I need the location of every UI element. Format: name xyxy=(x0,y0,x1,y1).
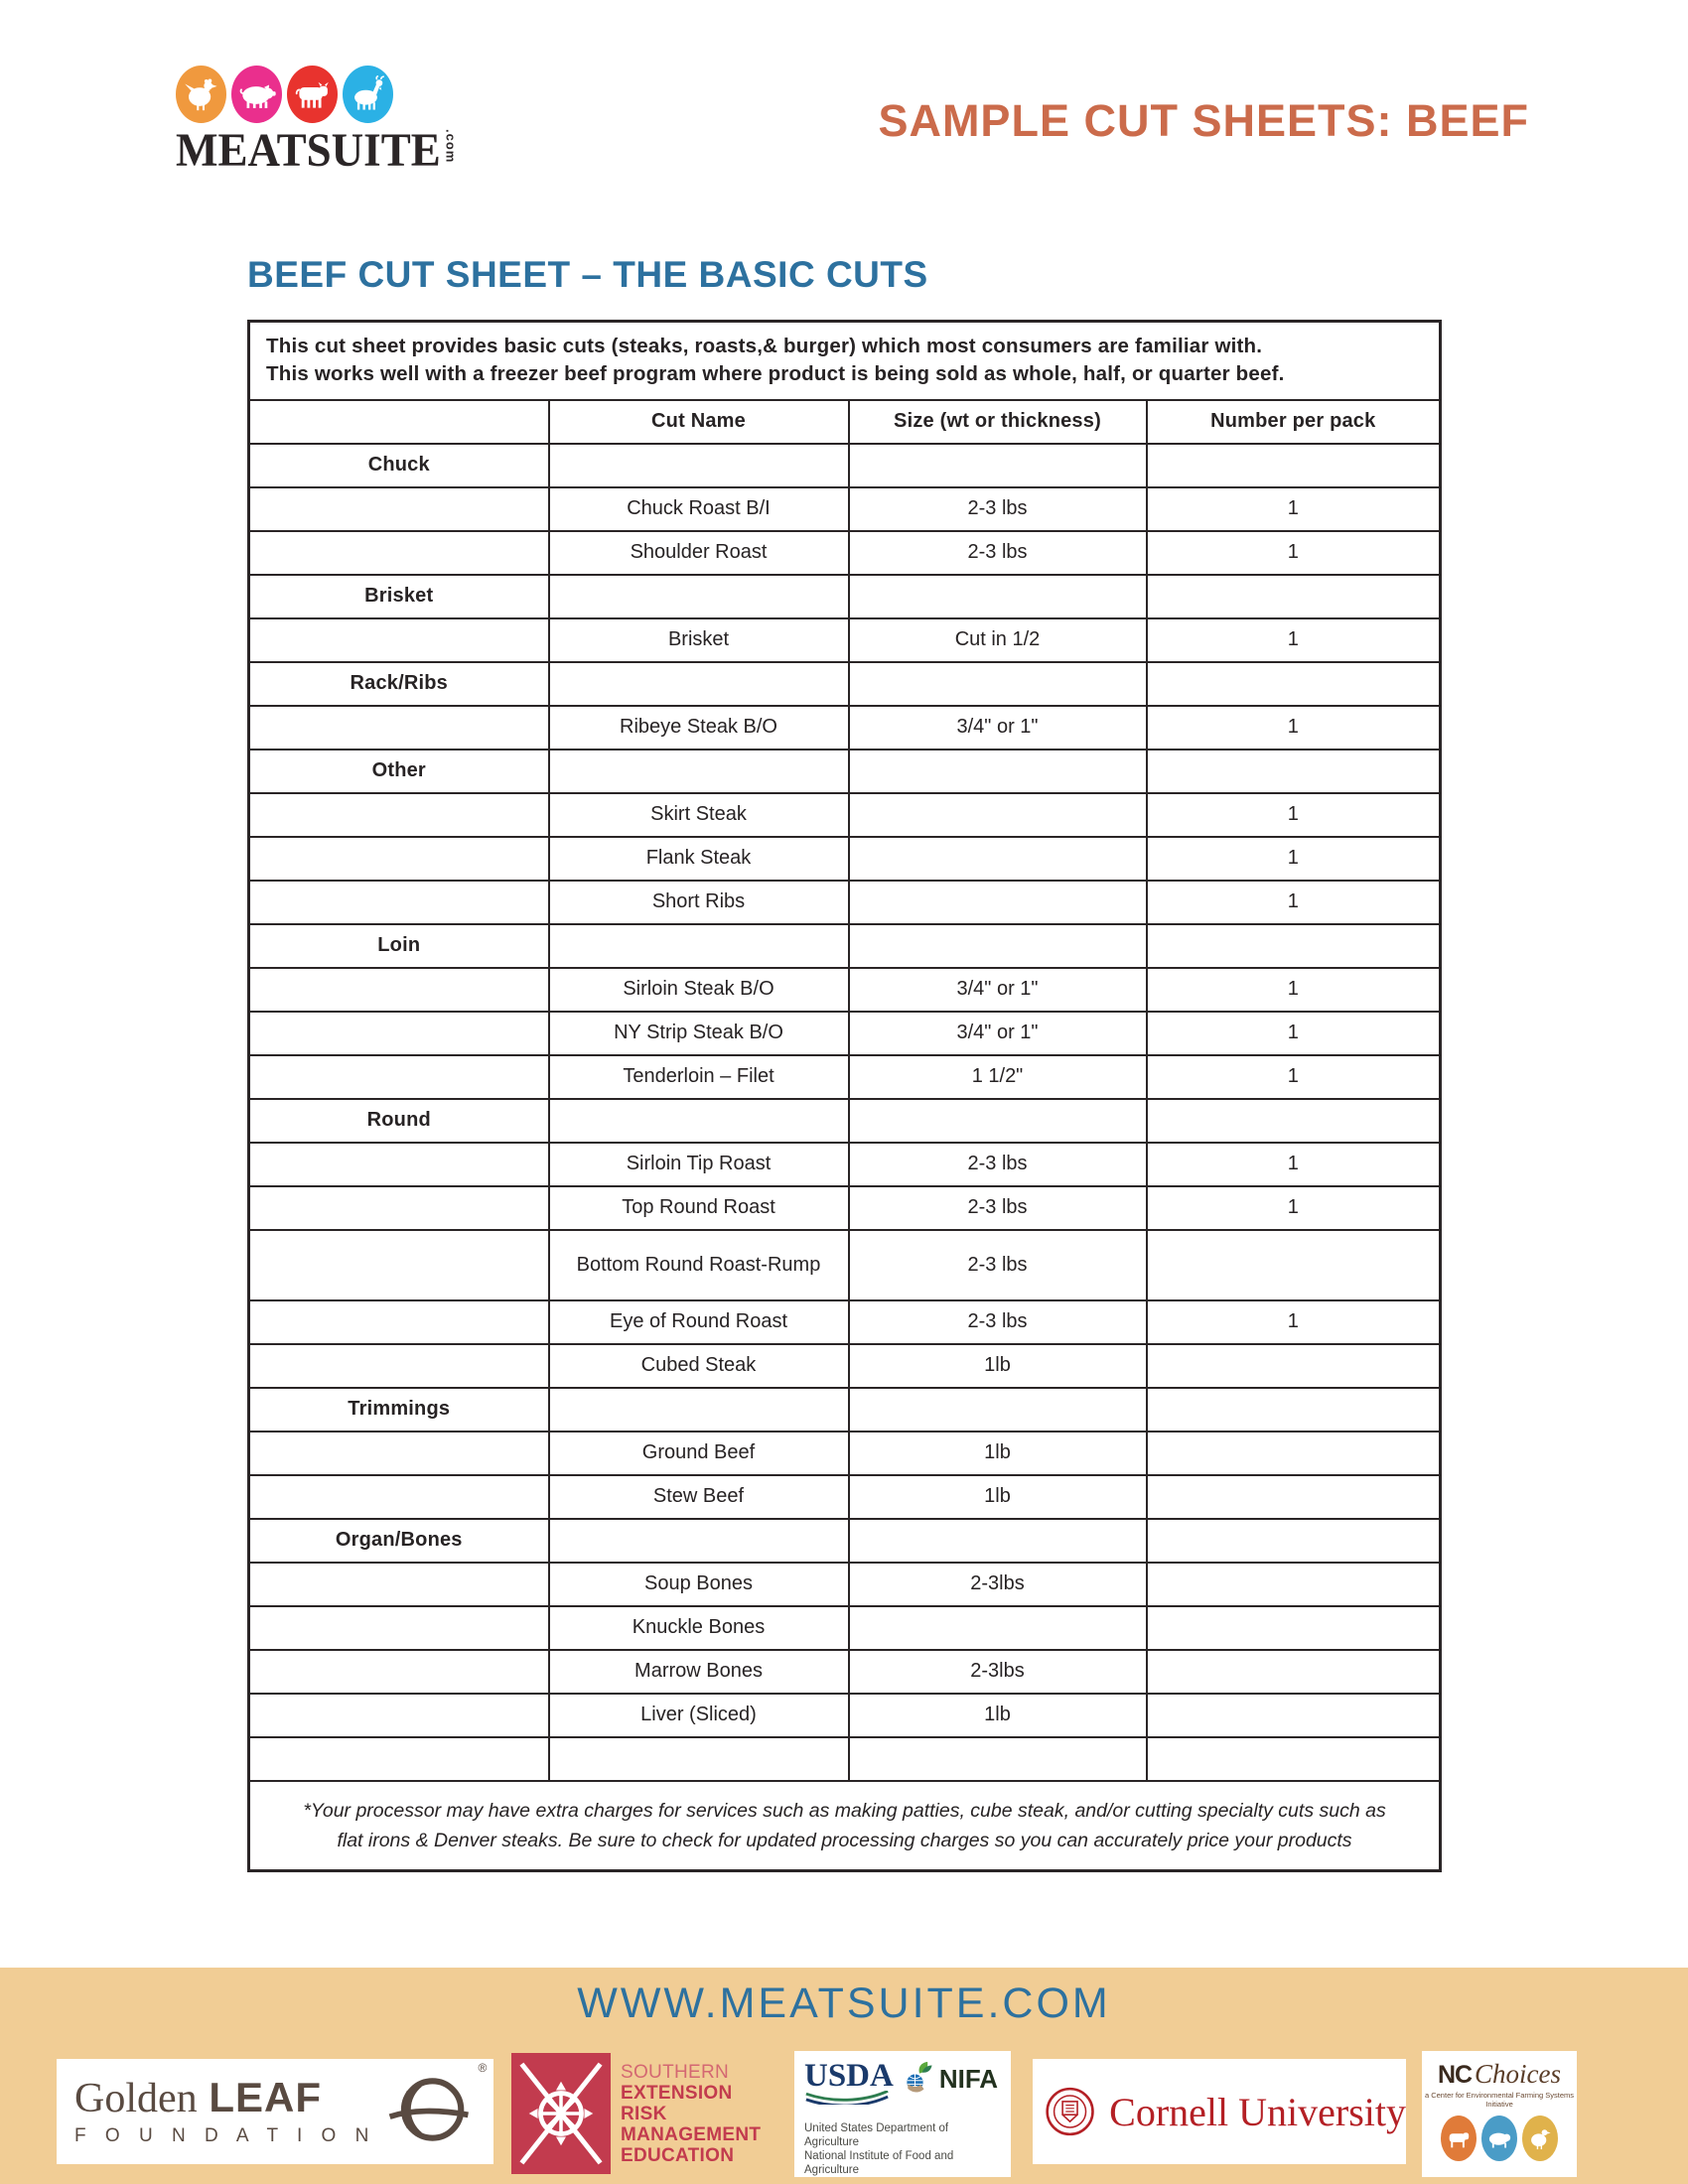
section-column-cell xyxy=(249,968,549,1012)
size-cell: Cut in 1/2 xyxy=(849,618,1147,662)
cut-name-cell: Short Ribs xyxy=(549,881,849,924)
serme-text xyxy=(621,2053,761,2174)
nc-cow-icon xyxy=(1441,2116,1477,2161)
size-cell: 2-3 lbs xyxy=(849,1143,1147,1186)
size-cell xyxy=(849,1606,1147,1650)
per-pack-cell: 1 xyxy=(1147,487,1441,531)
usda-nifa-logo xyxy=(794,2051,1011,2177)
cut-name-cell: Sirloin Tip Roast xyxy=(549,1143,849,1186)
section-column-cell xyxy=(249,837,549,881)
per-pack-cell xyxy=(1147,662,1441,706)
cut-row xyxy=(249,706,1441,750)
per-pack-cell xyxy=(1147,1694,1441,1737)
per-pack-cell: 1 xyxy=(1147,1300,1441,1344)
size-cell: 2-3 lbs xyxy=(849,487,1147,531)
per-pack-cell: 1 xyxy=(1147,881,1441,924)
section-column-cell xyxy=(249,1563,549,1606)
per-pack-cell xyxy=(1147,1475,1441,1519)
cut-name-cell: Bottom Round Roast-Rump xyxy=(549,1230,849,1300)
per-pack-cell: 1 xyxy=(1147,1012,1441,1055)
cut-row xyxy=(249,487,1441,531)
golden-leaf-foundation: F O U N D A T I O N xyxy=(74,2124,376,2146)
section-row xyxy=(249,1099,1441,1143)
section-column-cell xyxy=(249,1012,549,1055)
serme-line-education: EDUCATION xyxy=(621,2144,735,2166)
section-column-cell xyxy=(249,531,549,575)
per-pack-cell xyxy=(1147,1737,1441,1781)
nc-choices-tagline: a Center for Environmental Farming Systems Initiative xyxy=(1424,2091,1575,2109)
section-row xyxy=(249,444,1441,487)
per-pack-cell: 1 xyxy=(1147,793,1441,837)
section-column-cell: Trimmings xyxy=(249,1388,549,1432)
cut-name-cell: Brisket xyxy=(549,618,849,662)
cut-row xyxy=(249,1694,1441,1737)
cut-row xyxy=(249,618,1441,662)
cut-row xyxy=(249,1055,1441,1099)
size-cell: 2-3 lbs xyxy=(849,531,1147,575)
cut-name-cell: Cubed Steak xyxy=(549,1344,849,1388)
size-cell xyxy=(849,837,1147,881)
size-cell xyxy=(849,793,1147,837)
table-intro-row xyxy=(249,322,1441,400)
cut-name-cell: Chuck Roast B/I xyxy=(549,487,849,531)
size-cell: 1lb xyxy=(849,1475,1147,1519)
section-column-cell xyxy=(249,1300,549,1344)
size-cell: 1lb xyxy=(849,1432,1147,1475)
section-column-cell xyxy=(249,793,549,837)
per-pack-cell xyxy=(1147,924,1441,968)
size-cell xyxy=(849,924,1147,968)
nc-choices-nc: NC xyxy=(1437,2061,1473,2089)
section-column-cell xyxy=(249,706,549,750)
cut-name-cell xyxy=(549,662,849,706)
size-cell xyxy=(849,1737,1147,1781)
cut-name-cell xyxy=(549,1388,849,1432)
size-cell xyxy=(849,881,1147,924)
per-pack-cell xyxy=(1147,1230,1441,1300)
usda-caption-line-1: United States Department of Agriculture xyxy=(804,2122,949,2148)
per-pack-cell xyxy=(1147,1650,1441,1694)
meatsuite-logo xyxy=(176,66,459,177)
cut-name-cell xyxy=(549,924,849,968)
cut-row xyxy=(249,1650,1441,1694)
cornell-seal-icon xyxy=(1045,2070,1095,2153)
table-footnote: *Your processor may have extra charges for services such as making patties, cube steak, and/or cutting specialty cuts such as flat irons & Denver steaks. Be sure to check for updated processing charges so you can accurately price your products xyxy=(249,1781,1441,1871)
cut-row xyxy=(249,1300,1441,1344)
golden-leaf-leaf: LEAF xyxy=(209,2073,322,2120)
section-column-cell: Loin xyxy=(249,924,549,968)
table-header-row xyxy=(249,400,1441,444)
website-url: WWW.MEATSUITE.COM xyxy=(577,1979,1111,2027)
cut-name-cell: Skirt Steak xyxy=(549,793,849,837)
golden-leaf-golden: Golden xyxy=(74,2075,198,2121)
per-pack-cell xyxy=(1147,1519,1441,1563)
cut-name-cell: Tenderloin – Filet xyxy=(549,1055,849,1099)
cut-row xyxy=(249,1344,1441,1388)
meatsuite-wordmark: MEATSUITE xyxy=(176,123,441,177)
cut-row xyxy=(249,1475,1441,1519)
table-intro xyxy=(249,322,1441,400)
size-cell: 1 1/2" xyxy=(849,1055,1147,1099)
cut-name-cell: NY Strip Steak B/O xyxy=(549,1012,849,1055)
section-column-cell: Chuck xyxy=(249,444,549,487)
cornell-university-logo xyxy=(1033,2059,1406,2164)
cut-name-cell: Top Round Roast xyxy=(549,1186,849,1230)
size-cell: 2-3lbs xyxy=(849,1563,1147,1606)
size-cell xyxy=(849,575,1147,618)
serme-line-extension: EXTENSION xyxy=(621,2082,733,2104)
cut-row xyxy=(249,1230,1441,1300)
size-cell: 2-3 lbs xyxy=(849,1230,1147,1300)
section-column-cell xyxy=(249,1475,549,1519)
section-column-cell xyxy=(249,1344,549,1388)
size-cell xyxy=(849,750,1147,793)
size-cell: 2-3lbs xyxy=(849,1650,1147,1694)
section-column-cell xyxy=(249,1143,549,1186)
chicken-icon xyxy=(176,66,226,123)
per-pack-cell xyxy=(1147,444,1441,487)
cut-row xyxy=(249,1563,1441,1606)
table-footnote-row xyxy=(249,1781,1441,1871)
document-title: SAMPLE CUT SHEETS: BEEF xyxy=(878,95,1529,146)
golden-leaf-foundation-logo xyxy=(57,2059,493,2164)
section-row xyxy=(249,1388,1441,1432)
cut-sheet-table xyxy=(247,320,1442,1872)
pig-icon xyxy=(231,66,282,123)
usda-swoosh-icon xyxy=(804,2091,890,2105)
cut-name-cell: Ribeye Steak B/O xyxy=(549,706,849,750)
goat-icon xyxy=(343,66,393,123)
section-column-cell xyxy=(249,1694,549,1737)
per-pack-cell xyxy=(1147,1099,1441,1143)
cut-row xyxy=(249,1432,1441,1475)
meatsuite-dot-com: .com xyxy=(443,129,459,164)
section-row xyxy=(249,1519,1441,1563)
section-column-cell: Brisket xyxy=(249,575,549,618)
per-pack-cell xyxy=(1147,1606,1441,1650)
empty-row xyxy=(249,1737,1441,1781)
size-cell xyxy=(849,1519,1147,1563)
sponsor-logos xyxy=(0,2051,1688,2180)
cut-name-cell: Soup Bones xyxy=(549,1563,849,1606)
size-cell: 3/4" or 1" xyxy=(849,968,1147,1012)
cut-name-cell xyxy=(549,575,849,618)
cut-name-cell: Shoulder Roast xyxy=(549,531,849,575)
header-cell-section xyxy=(249,400,549,444)
cut-row xyxy=(249,837,1441,881)
per-pack-cell: 1 xyxy=(1147,837,1441,881)
section-column-cell xyxy=(249,1650,549,1694)
cut-table-body xyxy=(249,322,1441,1781)
cut-name-cell xyxy=(549,444,849,487)
per-pack-cell: 1 xyxy=(1147,1186,1441,1230)
header-cell-cut-name: Cut Name xyxy=(549,400,849,444)
nc-pig-icon xyxy=(1481,2116,1517,2161)
section-column-cell: Organ/Bones xyxy=(249,1519,549,1563)
per-pack-cell xyxy=(1147,750,1441,793)
per-pack-cell: 1 xyxy=(1147,968,1441,1012)
cut-name-cell: Liver (Sliced) xyxy=(549,1694,849,1737)
cut-row xyxy=(249,1186,1441,1230)
section-column-cell xyxy=(249,487,549,531)
intro-line-2: This works well with a freezer beef program where product is being sold as whole, half, or quarter beef. xyxy=(266,362,1285,386)
nc-choices-script: Choices xyxy=(1475,2059,1562,2089)
size-cell xyxy=(849,444,1147,487)
section-column-cell xyxy=(249,881,549,924)
cut-name-cell xyxy=(549,750,849,793)
section-column-cell: Round xyxy=(249,1099,549,1143)
cut-name-cell: Flank Steak xyxy=(549,837,849,881)
nc-choices-logo xyxy=(1422,2051,1577,2177)
section-row xyxy=(249,662,1441,706)
cut-name-cell xyxy=(549,1519,849,1563)
cut-name-cell xyxy=(549,1737,849,1781)
size-cell: 2-3 lbs xyxy=(849,1300,1147,1344)
serme-line-management: MANAGEMENT xyxy=(621,2123,762,2145)
cut-row xyxy=(249,1012,1441,1055)
cut-row xyxy=(249,1606,1441,1650)
section-row xyxy=(249,575,1441,618)
size-cell: 1lb xyxy=(849,1344,1147,1388)
section-column-cell xyxy=(249,1055,549,1099)
serme-line-risk: RISK xyxy=(621,2103,667,2124)
per-pack-cell xyxy=(1147,1344,1441,1388)
per-pack-cell xyxy=(1147,575,1441,618)
section-column-cell: Rack/Ribs xyxy=(249,662,549,706)
section-row xyxy=(249,750,1441,793)
size-cell xyxy=(849,1099,1147,1143)
size-cell xyxy=(849,662,1147,706)
nifa-globe-leaf-icon xyxy=(902,2061,937,2097)
per-pack-cell: 1 xyxy=(1147,1143,1441,1186)
section-row xyxy=(249,924,1441,968)
cornell-university-name: Cornell University xyxy=(1109,2089,1406,2134)
nifa-wordmark: NIFA xyxy=(938,2063,999,2094)
section-column-cell xyxy=(249,1186,549,1230)
registered-mark: ® xyxy=(478,2060,488,2075)
size-cell: 1lb xyxy=(849,1694,1147,1737)
sheet-heading: BEEF CUT SHEET – THE BASIC CUTS xyxy=(247,254,928,295)
meatsuite-logo-animals xyxy=(176,66,434,123)
section-column-cell xyxy=(249,618,549,662)
per-pack-cell: 1 xyxy=(1147,618,1441,662)
cut-row xyxy=(249,881,1441,924)
size-cell: 3/4" or 1" xyxy=(849,706,1147,750)
cut-row xyxy=(249,1143,1441,1186)
serme-line-southern: SOUTHERN xyxy=(621,2061,730,2083)
intro-line-1: This cut sheet provides basic cuts (steaks, roasts,& burger) which most consumers are familiar with. xyxy=(266,335,1263,357)
size-cell: 2-3 lbs xyxy=(849,1186,1147,1230)
per-pack-cell: 1 xyxy=(1147,706,1441,750)
per-pack-cell xyxy=(1147,1432,1441,1475)
cut-row xyxy=(249,793,1441,837)
usda-caption-line-2: National Institute of Food and Agriculture xyxy=(804,2150,954,2176)
cut-name-cell: Knuckle Bones xyxy=(549,1606,849,1650)
cut-row xyxy=(249,531,1441,575)
serme-wheel-icon xyxy=(511,2053,611,2174)
size-cell: 3/4" or 1" xyxy=(849,1012,1147,1055)
section-column-cell xyxy=(249,1737,549,1781)
per-pack-cell xyxy=(1147,1388,1441,1432)
golden-leaf-emblem-icon xyxy=(381,2060,488,2157)
cut-name-cell: Ground Beef xyxy=(549,1432,849,1475)
cut-name-cell: Sirloin Steak B/O xyxy=(549,968,849,1012)
per-pack-cell: 1 xyxy=(1147,1055,1441,1099)
section-column-cell xyxy=(249,1432,549,1475)
cow-icon xyxy=(287,66,338,123)
cut-name-cell: Marrow Bones xyxy=(549,1650,849,1694)
cut-name-cell: Eye of Round Roast xyxy=(549,1300,849,1344)
per-pack-cell xyxy=(1147,1563,1441,1606)
size-cell xyxy=(849,1388,1147,1432)
cut-name-cell: Stew Beef xyxy=(549,1475,849,1519)
header-cell-size: Size (wt or thickness) xyxy=(849,400,1147,444)
cut-name-cell xyxy=(549,1099,849,1143)
per-pack-cell: 1 xyxy=(1147,531,1441,575)
usda-wordmark: USDA xyxy=(804,2058,894,2094)
section-column-cell xyxy=(249,1606,549,1650)
cut-row xyxy=(249,968,1441,1012)
footer-band xyxy=(0,1968,1688,2184)
nc-chicken-icon xyxy=(1522,2116,1558,2161)
southern-extension-risk-management-logo xyxy=(511,2053,799,2174)
section-column-cell xyxy=(249,1230,549,1300)
header-cell-number-per-pack: Number per pack xyxy=(1147,400,1441,444)
section-column-cell: Other xyxy=(249,750,549,793)
